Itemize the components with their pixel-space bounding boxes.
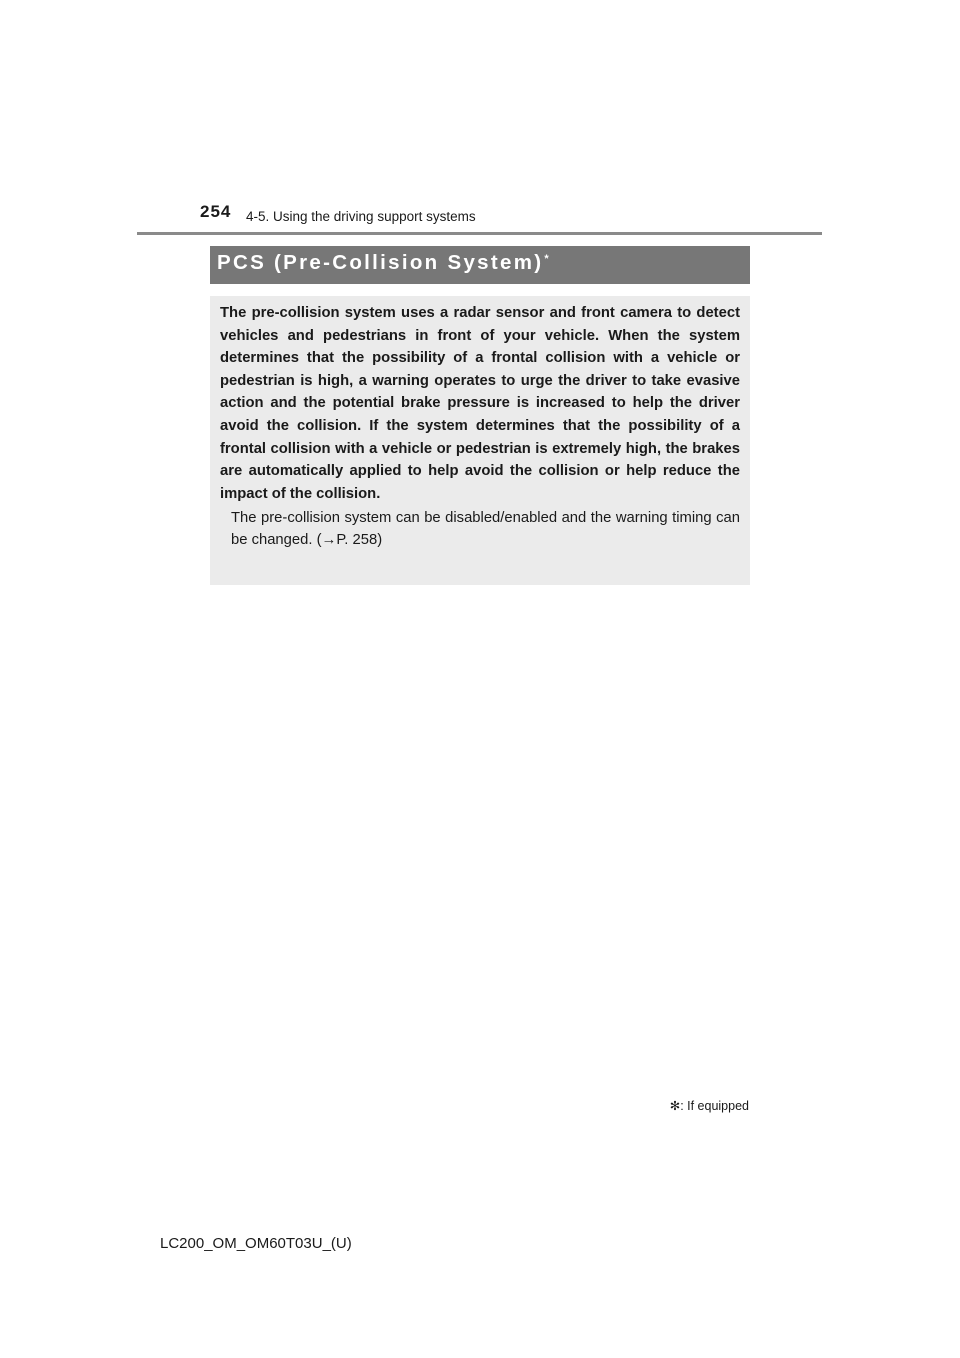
section-title: 4-5. Using the driving support systems	[246, 209, 476, 224]
intro-note-text: The pre-collision system can be disabled/enabled and the warning timing can be changed.	[231, 510, 740, 548]
intro-box	[210, 296, 750, 585]
footnote-marker-icon: ✻	[669, 1099, 681, 1113]
header-divider	[137, 232, 822, 235]
title-bar	[210, 246, 750, 284]
page-reference-link[interactable]: (→P. 258)	[316, 531, 383, 548]
page-title	[217, 251, 551, 275]
footnote-text: : If equipped	[680, 1099, 749, 1113]
page-title-text: PCS (Pre-Collision System)	[217, 251, 544, 274]
intro-paragraph: The pre-collision system uses a radar sensor and front camera to detect vehicles and pedestrians in front of your vehicle. When the system determines that the possibility of a frontal collision with a vehicle or pedestrian is high, a warning operates to urge the driver to take evasive action and the potential brake pressure is increased to help the driver avoid the collision. If the system determines that the possibility of a frontal collision with a vehicle or pedestrian is extremely high, the brakes are automatically applied to help avoid the collision or help reduce the impact of the collision.	[220, 305, 740, 502]
footnote	[670, 1098, 749, 1113]
intro-note	[220, 508, 740, 551]
asterisk-icon: *	[544, 253, 551, 265]
document-code: LC200_OM_OM60T03U_(U)	[160, 1235, 352, 1252]
page-number: 254	[200, 202, 232, 221]
